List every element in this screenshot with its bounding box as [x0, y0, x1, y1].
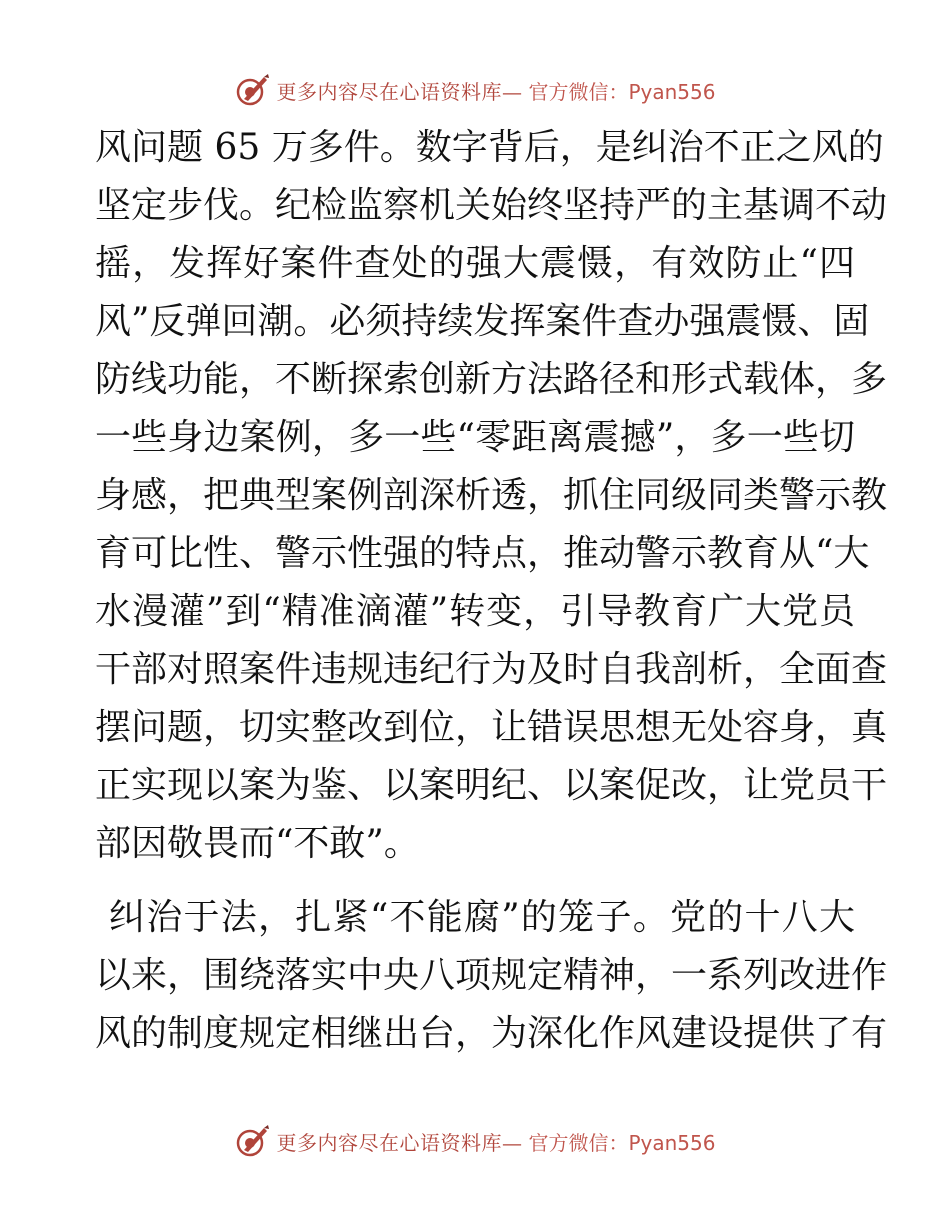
- text-line: 风的制度规定相继出台，为深化作风建设提供了有: [95, 1013, 888, 1054]
- text-line: 正实现以案为鉴、以案明纪、以案促改，让党员干: [95, 765, 888, 806]
- header-brand-text: 更多内容尽在心语资料库—: [276, 79, 523, 104]
- footer-wechat-text: 官方微信：Pyan556: [528, 1130, 716, 1155]
- footer-banner: [0, 1121, 950, 1161]
- paragraph-gap: [95, 873, 855, 889]
- paragraph-1: [95, 119, 888, 873]
- text-line: 育可比性、警示性强的特点，推动警示教育从“大: [95, 533, 870, 574]
- text-line: 水漫灌”到“精准滴灌”转变，引导教育广大党员: [95, 591, 855, 632]
- text-line: 摆问题，切实整改到位，让错误思想无处容身，真: [95, 707, 888, 748]
- text-line: 风问题 65 万多件。数字背后，是纠治不正之风的: [95, 127, 884, 168]
- text-line: 纠治于法，扎紧“不能腐”的笼子。党的十八大: [109, 897, 855, 938]
- footer-brand-text: 更多内容尽在心语资料库—: [276, 1130, 523, 1155]
- text-line: 风”反弹回潮。必须持续发挥案件查办强震慑、固: [95, 301, 870, 342]
- paragraph-2: [95, 889, 888, 1063]
- logo-icon: [234, 72, 270, 108]
- text-line: 摇，发挥好案件查处的强大震慑，有效防止“四: [95, 243, 855, 284]
- header-wechat-text: 官方微信：Pyan556: [528, 79, 716, 104]
- header-banner: [0, 70, 950, 110]
- text-line: 坚定步伐。纪检监察机关始终坚持严的主基调不动: [95, 185, 888, 226]
- document-body: [95, 119, 888, 1063]
- text-line: 身感，把典型案例剖深析透，抓住同级同类警示教: [95, 475, 888, 516]
- text-line: 部因敬畏而“不敢”。: [95, 823, 420, 864]
- text-line: 防线功能，不断探索创新方法路径和形式载体，多: [95, 359, 888, 400]
- text-line: 以来，围绕落实中央八项规定精神，一系列改进作: [95, 955, 888, 996]
- logo-icon: [234, 1123, 270, 1159]
- text-line: 干部对照案件违规违纪行为及时自我剖析，全面查: [95, 649, 888, 690]
- text-line: 一些身边案例，多一些“零距离震撼”，多一些切: [95, 417, 855, 458]
